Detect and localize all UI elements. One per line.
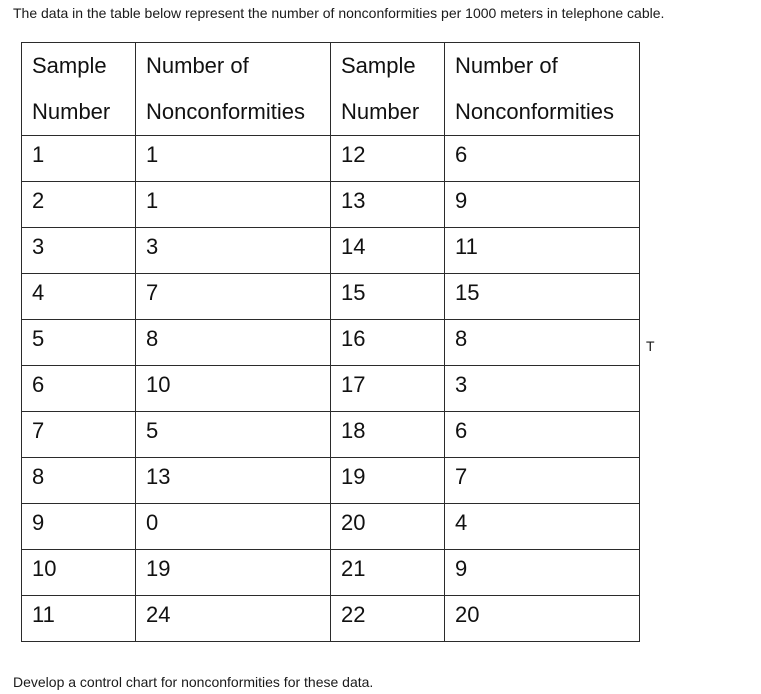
table-row [22,412,640,458]
header-line: Nonconformities [455,99,614,124]
table-cell: 1 [136,182,331,228]
table-cell: 7 [136,274,331,320]
table-row [22,550,640,596]
table-cell: 3 [445,366,640,412]
table-cell: 14 [331,228,445,274]
header-line: Sample [32,53,107,78]
table-cell: 5 [22,320,136,366]
table-cell: 21 [331,550,445,596]
table-row [22,228,640,274]
table-cell: 10 [136,366,331,412]
table-cell: 9 [445,550,640,596]
table-cell: 22 [331,596,445,642]
header-cell [445,43,640,136]
table-cell: 16 [331,320,445,366]
header-line: Number of [146,53,249,78]
table-cell: 18 [331,412,445,458]
table-cell: 13 [136,458,331,504]
table-cell: 8 [136,320,331,366]
question-intro-text: The data in the table below represent the number of nonconformities per 1000 meters in telephone cable. [13,5,665,21]
table-row [22,504,640,550]
table-cell: 9 [22,504,136,550]
table-cell: 8 [445,320,640,366]
side-mark-text: T [646,338,655,354]
table-cell: 2 [22,182,136,228]
table-cell: 3 [136,228,331,274]
table-cell: 3 [22,228,136,274]
table-cell: 4 [445,504,640,550]
table-row [22,274,640,320]
table-cell: 6 [22,366,136,412]
table-cell: 9 [445,182,640,228]
nonconformities-table [21,42,640,642]
table-cell: 15 [445,274,640,320]
table-cell: 7 [445,458,640,504]
table-cell: 6 [445,136,640,182]
table-row [22,136,640,182]
table-row [22,366,640,412]
table-cell: 20 [445,596,640,642]
header-line: Number of [455,53,558,78]
table-cell: 15 [331,274,445,320]
table-cell: 19 [136,550,331,596]
table-cell: 7 [22,412,136,458]
table-row [22,320,640,366]
table-cell: 20 [331,504,445,550]
table-cell: 8 [22,458,136,504]
header-line: Nonconformities [146,99,305,124]
table-cell: 10 [22,550,136,596]
table-cell: 24 [136,596,331,642]
table-cell: 11 [22,596,136,642]
table-cell: 12 [331,136,445,182]
table-header-row [22,43,640,136]
table-cell: 11 [445,228,640,274]
header-cell [331,43,445,136]
header-line: Sample [341,53,416,78]
table-cell: 1 [136,136,331,182]
table-cell: 4 [22,274,136,320]
table-cell: 5 [136,412,331,458]
table-cell: 0 [136,504,331,550]
header-cell [22,43,136,136]
header-line: Number [341,99,420,124]
table-cell: 1 [22,136,136,182]
header-cell [136,43,331,136]
table-row [22,458,640,504]
table-cell: 19 [331,458,445,504]
table-row [22,596,640,642]
header-line: Number [32,99,111,124]
table-row [22,182,640,228]
table-cell: 13 [331,182,445,228]
question-prompt-text: Develop a control chart for nonconformities for these data. [13,674,374,690]
table-cell: 17 [331,366,445,412]
table-cell: 6 [445,412,640,458]
